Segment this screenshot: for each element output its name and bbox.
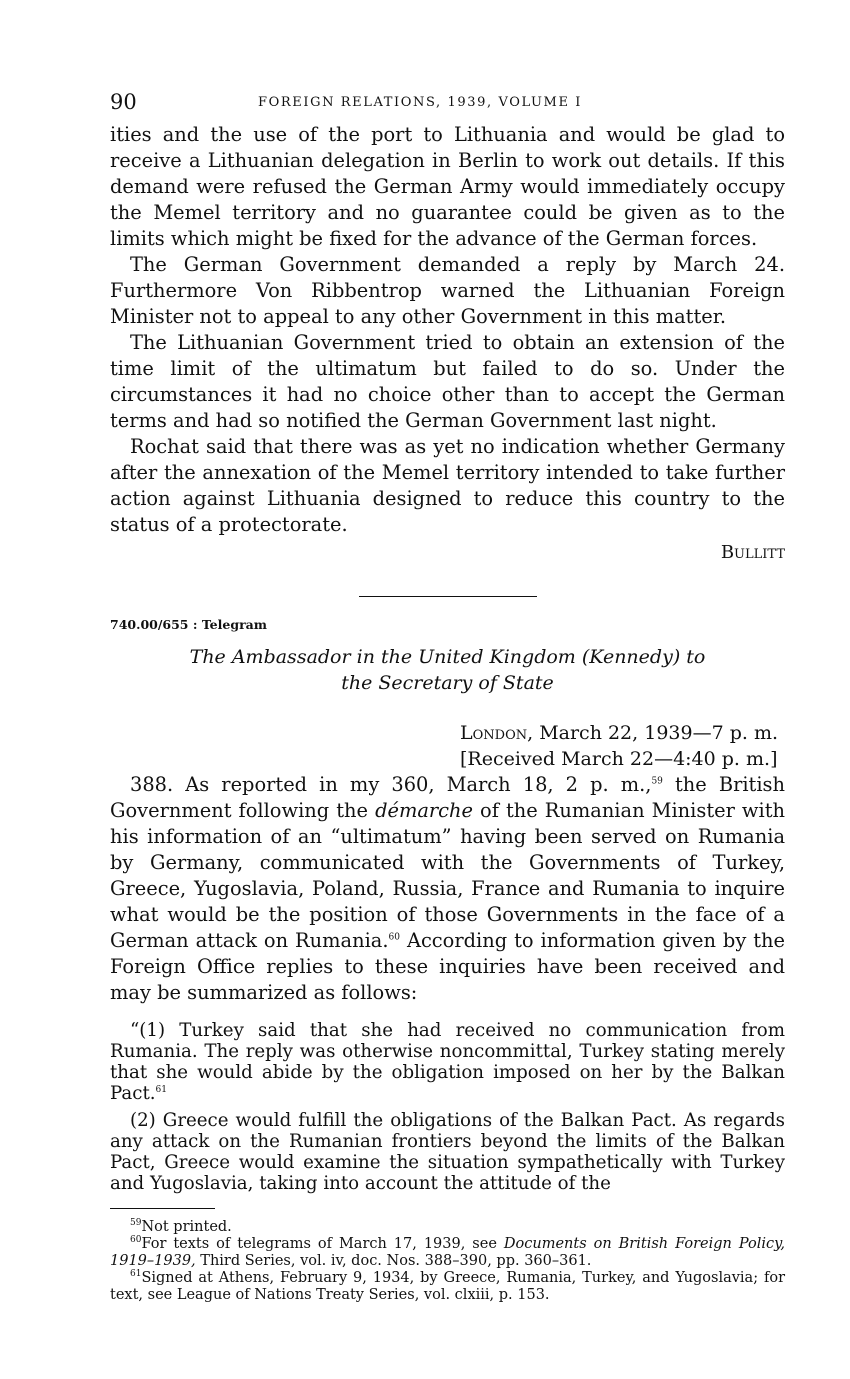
text-run: According to information given by the Foreign Office replies to these inquiries have been received and may be summarized as follows: (110, 929, 786, 1004)
footnote-mark: 59 (130, 1218, 142, 1229)
text-run: Not printed. (141, 1219, 232, 1235)
footnotes (110, 1219, 785, 1304)
italic-term: démarche (375, 799, 473, 822)
paragraph: ities and the use of the port to Lithuania and would be glad to receive a Lithuanian delegation in Berlin to work out details. If this demand were refused the German Army would immediately occupy the Memel territory and no guarantee could be given as to the limits which might be fixed for the advance of the German forces. (110, 123, 785, 250)
text-run: of the Rumanian Minister with his information of an “ultimatum” having been served on Rumania by Germany, communicated with the Governments of Turkey, Greece, Yugoslavia, Poland, Russia, France and Rumania to inquire what would be the position of those Governments in the face of a German attack on Rumania. (110, 799, 785, 952)
file-reference: 740.00/655 : Telegram (110, 617, 267, 632)
footnote-divider (110, 1208, 215, 1209)
page-number: 90 (110, 90, 137, 114)
document-page (110, 90, 785, 1304)
footnote-ref: 61 (155, 1084, 167, 1095)
title-line: The Ambassador in the United Kingdom (Kennedy) to (189, 646, 706, 668)
date-received: [Received March 22—4:40 p. m.] (460, 748, 778, 770)
italic-title: Documents on British Foreign Policy, 1919–1939, (110, 1236, 785, 1269)
text-run: 388. As reported in my 360, March 18, 2 p. m., (130, 773, 652, 796)
paragraph: Rochat said that there was as yet no indication whether Germany after the annexation of the Memel territory intended to take further action against Lithuania designed to reduce this country to the status of a protectorate. (110, 435, 785, 536)
paragraph: The German Government demanded a reply by March 24. Furthermore Von Ribbentrop warned the Lithuanian Foreign Minister not to appeal to any other Government in this matter. (110, 253, 785, 328)
footnote (110, 1236, 785, 1270)
dateline (110, 720, 785, 772)
page-header (110, 90, 785, 122)
paragraph (110, 772, 785, 1006)
document-title (110, 644, 785, 696)
text-run: “(1) Turkey said that she had received no communication from Rumania. The reply was otherwise noncommittal, Turkey stating merely that she would abide by the obligation imposed on her by the Balkan Pact. (110, 1020, 785, 1104)
footnote (110, 1219, 785, 1236)
footnote-ref: 59 (651, 776, 663, 787)
block-quote (110, 1020, 785, 1194)
quote-paragraph (110, 1020, 785, 1104)
text-run: Third Series, vol. iv, doc. Nos. 388–390, pp. 360–361. (195, 1253, 592, 1269)
telegram-body (110, 772, 785, 1006)
title-line: the Secretary of State (341, 672, 554, 694)
date-sent (460, 720, 785, 746)
section-divider (359, 596, 537, 597)
telegram-continuation (110, 122, 785, 566)
signature: Bullitt (720, 542, 785, 563)
footnote-ref: 60 (388, 932, 400, 943)
text-run: Signed at Athens, February 9, 1934, by Greece, Rumania, Turkey, and Yugoslavia; for text, see League of Nations Treaty Series, vol. clxiii, p. 153. (110, 1270, 785, 1303)
text-run: For texts of telegrams of March 17, 1939, see (141, 1236, 504, 1252)
place: London (460, 722, 528, 744)
footnote-mark: 61 (130, 1269, 142, 1280)
footnote (110, 1270, 785, 1304)
text-run: the British Government following the (110, 773, 785, 822)
footnote-mark: 60 (130, 1235, 142, 1246)
paragraph: The Lithuanian Government tried to obtain an extension of the time limit of the ultimatum but failed to do so. Under the circumstances it had no choice other than to accept the German terms and had so notified the German Government last night. (110, 331, 785, 432)
running-title: FOREIGN RELATIONS, 1939, VOLUME I (258, 95, 583, 110)
quote-paragraph: (2) Greece would fulfill the obligations of the Balkan Pact. As regards any attack on the Rumanian frontiers beyond the limits of the Balkan Pact, Greece would examine the situation sympathetically with Turkey and Yugoslavia, taking into account the attitude of the (110, 1110, 785, 1194)
date: , March 22, 1939—7 p. m. (527, 722, 779, 744)
